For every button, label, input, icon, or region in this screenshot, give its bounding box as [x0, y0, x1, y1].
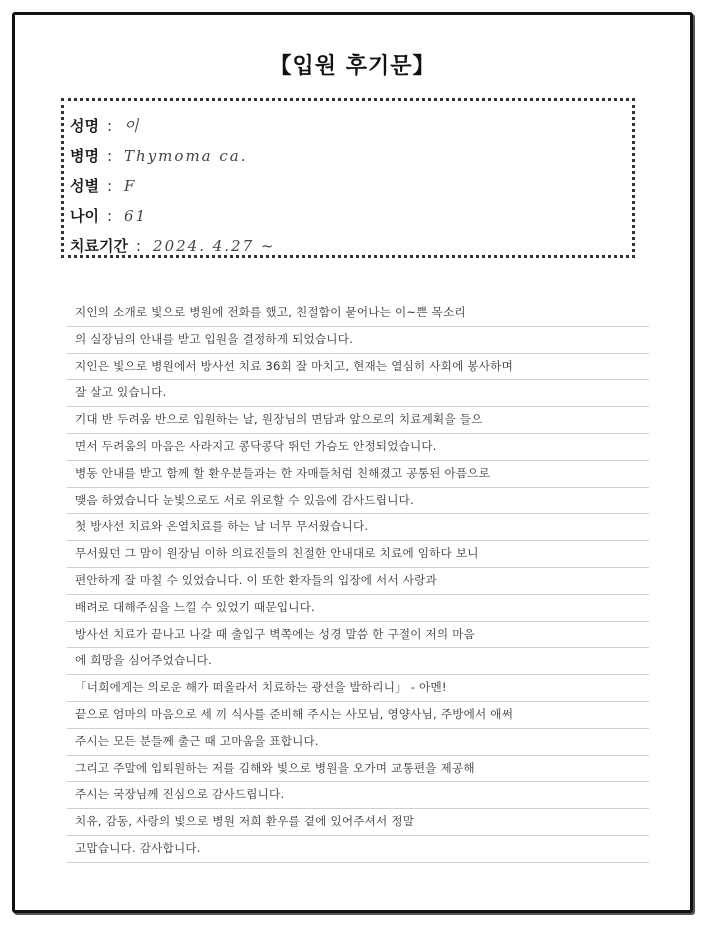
- letter-line: 주시는 국장님께 진심으로 감사드립니다.: [67, 782, 649, 809]
- letter-line: 끝으로 엄마의 마음으로 세 끼 식사를 준비해 주시는 사모님, 영양사님, 주방에서 애써: [67, 702, 649, 729]
- colon: :: [106, 177, 113, 195]
- letter-line: 그리고 주말에 입퇴원하는 저를 김해와 빛으로 병원을 오가며 교통편을 제공해: [67, 756, 649, 783]
- letter-line: 무서웠던 그 맘이 원장님 이하 의료진들의 친절한 안내대로 치료에 임하다 보니: [67, 541, 649, 568]
- letter-line: 주시는 모든 분들께 출근 때 고마움을 표합니다.: [67, 729, 649, 756]
- info-row-period: [70, 231, 632, 261]
- disease-value: Thymoma ca.: [124, 147, 248, 165]
- period-label: 치료기간: [70, 237, 128, 255]
- age-value: 61: [124, 207, 148, 225]
- letter-line: 지인의 소개로 빛으로 병원에 전화를 했고, 친절함이 묻어나는 이~쁜 목소리: [67, 300, 649, 327]
- colon: :: [106, 207, 113, 225]
- colon: :: [135, 237, 142, 255]
- letter-line: 병동 안내를 받고 함께 할 환우분들과는 한 자매들처럼 친해졌고 공통된 아픔으로: [67, 461, 649, 488]
- info-row-age: [70, 201, 632, 231]
- period-value: 2024. 4.27 ~: [153, 237, 276, 255]
- letter-line: 면서 두려움의 마음은 사라지고 콩닥콩닥 뛰던 가슴도 안정되었습니다.: [67, 434, 649, 461]
- colon: :: [106, 147, 113, 165]
- letter-line: 치유, 감동, 사랑의 빛으로 병원 저희 환우를 곁에 있어주셔서 정말: [67, 809, 649, 836]
- letter-line: 맺음 하였습니다 눈빛으로도 서로 위로할 수 있음에 감사드립니다.: [67, 488, 649, 515]
- gender-label: 성별: [70, 177, 99, 195]
- name-label: 성명: [70, 117, 99, 135]
- letter-line: 편안하게 잘 마칠 수 있었습니다. 이 또한 환자들의 입장에 서서 사랑과: [67, 568, 649, 595]
- letter-line: 고맙습니다. 감사합니다.: [67, 836, 649, 863]
- letter-line: 기대 반 두려움 반으로 입원하는 날, 원장님의 면담과 앞으로의 치료계획을 들으: [67, 407, 649, 434]
- letter-line: 잘 살고 있습니다.: [67, 380, 649, 407]
- page-title: 【입원 후기문】: [269, 54, 436, 79]
- letter-sheet: [12, 12, 693, 913]
- letter-line: 첫 방사선 치료와 온열치료를 하는 날 너무 무서웠습니다.: [67, 514, 649, 541]
- letter-line: 지인은 빛으로 병원에서 방사선 치료 36회 잘 마치고, 현재는 열심히 사회에 봉사하며: [67, 354, 649, 381]
- gender-value: F: [124, 177, 137, 195]
- info-row-gender: [70, 171, 632, 201]
- info-row-disease: [70, 141, 632, 171]
- letter-line: 배려로 대해주심을 느낄 수 있었기 때문입니다.: [67, 595, 649, 622]
- age-label: 나이: [70, 207, 99, 225]
- disease-label: 병명: [70, 147, 99, 165]
- info-row-name: [70, 111, 632, 141]
- letter-line: 에 희망을 심어주었습니다.: [67, 648, 649, 675]
- letter-body: [67, 300, 649, 863]
- patient-info-box: [61, 98, 635, 258]
- colon: :: [106, 117, 113, 135]
- letter-line: 방사선 치료가 끝나고 나갈 때 출입구 벽쪽에는 성경 말씀 한 구절이 저의 마음: [67, 622, 649, 649]
- letter-line: 의 실장님의 안내를 받고 입원을 결정하게 되었습니다.: [67, 327, 649, 354]
- letter-line: 「너희에게는 의로운 해가 떠올라서 치료하는 광선을 발하리니」 - 아멘!: [67, 675, 649, 702]
- name-value: 이: [124, 117, 141, 135]
